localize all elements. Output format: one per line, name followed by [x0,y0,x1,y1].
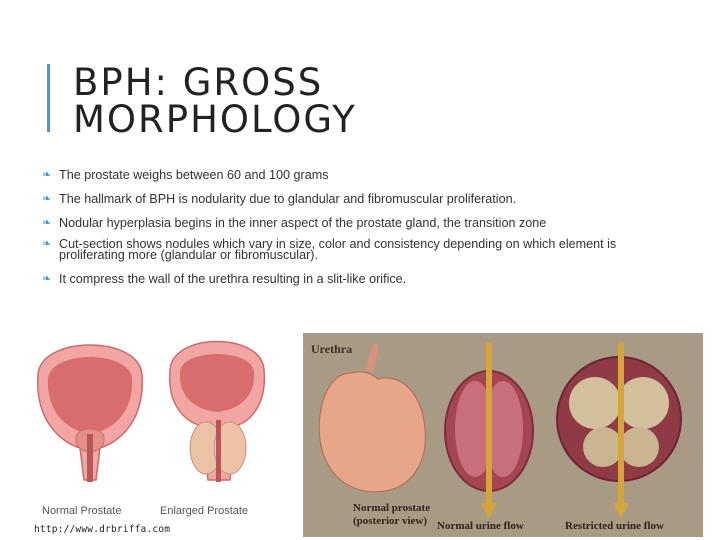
fleuron-bullet-icon: ❧ [42,273,52,285]
caption-normal-prostate-posterior-1: Normal prostate [353,502,431,514]
prostate-cut-section-illustration [303,333,703,537]
caption-restricted-urine-flow: Restricted urine flow [565,520,664,532]
caption-normal-urine-flow: Normal urine flow [437,520,524,532]
caption-normal-prostate: Normal Prostate [42,505,122,517]
bullet-list [42,170,682,285]
bullet-text: It compress the wall of the urethra resulting in a slit-like orifice. [59,272,407,286]
bullet-text: The hallmark of BPH is nodularity due to glandular and fibromuscular proliferation. [59,192,517,206]
bullet-item [42,170,682,181]
bullet-item [42,218,682,229]
bullet-text: Nodular hyperplasia begins in the inner aspect of the prostate gland, the transition zone [59,216,547,230]
fleuron-bullet-icon: ❧ [42,217,52,229]
bullet-item [42,194,682,205]
prostate-comparison-illustration [30,330,270,530]
slide-title [73,61,357,141]
fleuron-bullet-icon: ❧ [42,238,52,250]
fleuron-bullet-icon: ❧ [42,193,52,205]
bullet-item [42,239,682,261]
title-line-1: BPH: GROSS [73,61,324,104]
bullet-text: The prostate weighs between 60 and 100 grams [59,168,329,182]
caption-normal-prostate-posterior-2: (posterior view) [353,515,428,527]
bullet-item [42,274,682,285]
label-urethra: Urethra [311,342,353,356]
caption-enlarged-prostate: Enlarged Prostate [160,505,249,517]
title-accent-bar [47,64,50,132]
fleuron-bullet-icon: ❧ [42,169,52,181]
image-credit: http://www.drbriffa.com [34,524,171,535]
bullet-text: Cut-section shows nodules which vary in size, color and consistency depending on which element is proliferating more (glandular or fibromuscular). [59,237,617,262]
title-line-2: MORPHOLOGY [73,98,357,141]
